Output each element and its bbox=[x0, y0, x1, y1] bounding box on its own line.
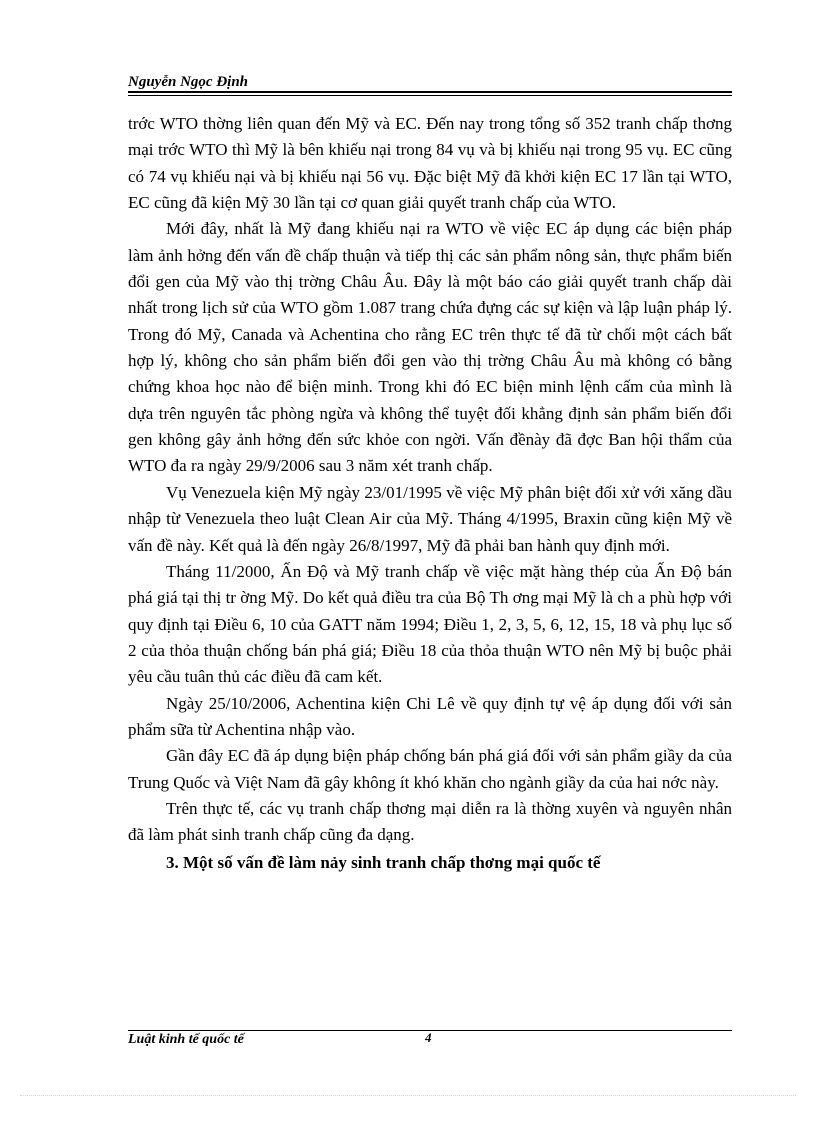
paragraph-4: Tháng 11/2000, Ấn Độ và Mỹ tranh chấp về việc mặt hàng thép của Ấn Độ bán phá giá tại thị tr ờng Mỹ. Do kết quả điều tra của Bộ Th ơng mại Mỹ là ch a phù hợp với quy định tại Điều 6, 10 của GATT năm 1994; Điều 1, 2, 3, 5, 6, 12, 15, 18 và phụ lục số 2 của thỏa thuận chống bán phá giá; Điều 18 của thỏa thuận WTO nên Mỹ bị buộc phải yêu cầu tuân thủ các điều đã cam kết. bbox=[128, 561, 732, 687]
document-body bbox=[128, 111, 732, 877]
header-author: Nguyễn Ngọc Định bbox=[128, 74, 249, 90]
paragraph-6: Gần đây EC đã áp dụng biện pháp chống bán phá giá đối với sản phẩm giầy da của Trung Quốc và Việt Nam đã gây không ít khó khăn cho ngành giầy da của hai nớc này. bbox=[128, 746, 732, 792]
paragraph-5: Ngày 25/10/2006, Achentina kiện Chi Lê về quy định tự vệ áp dụng đối với sản phẩm sữa từ Achentina nhập vào. bbox=[128, 693, 732, 739]
header-rule-thin bbox=[128, 95, 732, 96]
header-rule bbox=[128, 91, 732, 93]
footer-title: Luật kinh tế quốc tế bbox=[128, 1032, 244, 1047]
paragraph-7: Trên thực tế, các vụ tranh chấp thơng mại diễn ra là thờng xuyên và nguyên nhân đã làm phát sinh tranh chấp cũng đa dạng. bbox=[128, 798, 732, 845]
paragraph-3: Vụ Venezuela kiện Mỹ ngày 23/01/1995 về việc Mỹ phân biệt đối xử với xăng dầu nhập từ Venezuela theo luật Clean Air của Mỹ. Tháng 4/1995, Braxin cũng kiện Mỹ về vấn đề này. Kết quả là đến ngày 26/8/1997, Mỹ đã phải ban hành quy định mới. bbox=[128, 482, 732, 555]
paragraph-1: trớc WTO thờng liên quan đến Mỹ và EC. Đến nay trong tổng số 352 tranh chấp thơng mại trớc WTO thì Mỹ là bên khiếu nại trong 84 vụ và bị khiếu nại trong 95 vụ. EC cũng có 74 vụ khiếu nại và bị khiếu nại 56 vụ. Đặc biệt Mỹ đã khởi kiện EC 17 lần tại WTO, EC cũng đã kiện Mỹ 30 lần tại cơ quan giải quyết tranh chấp của WTO. bbox=[128, 114, 732, 213]
section-heading: 3. Một số vấn đề làm nảy sinh tranh chấp thơng mại quốc tế bbox=[166, 852, 601, 872]
paragraph-2: Mới đây, nhất là Mỹ đang khiếu nại ra WTO về việc EC áp dụng các biện pháp làm ảnh hởng đến vấn đề chấp thuận và tiếp thị các sản phẩm nông sản, thực phẩm biến đổi gen của Mỹ vào thị trờng Châu Âu. Đây là một báo cáo giải quyết tranh chấp dài nhất trong lịch sử của WTO gồm 1.087 trang chứa đựng các sự kiện và lập luận pháp lý. Trong đó Mỹ, Canada và Achentina cho rằng EC trên thực tế đã từ chối một cách bất hợp lý, không cho sản phẩm biến đổi gen vào thị trờng Châu Âu mà không có bằng chứng khoa học nào để biện minh. Trong khi đó EC biện minh lệnh cấm của mình là dựa trên nguyên tắc phòng ngừa và không thể tuyệt đối khẳng định sản phẩm biến đổi gen không gây ảnh hởng đến sức khỏe con ngời. Vấn đềnày đã đợc Ban hội thẩm của WTO đa ra ngày 29/9/2006 sau 3 năm xét tranh chấp. bbox=[128, 219, 732, 476]
page-number: 4 bbox=[425, 1030, 432, 1045]
page-bottom-dotted-line bbox=[20, 1095, 796, 1096]
